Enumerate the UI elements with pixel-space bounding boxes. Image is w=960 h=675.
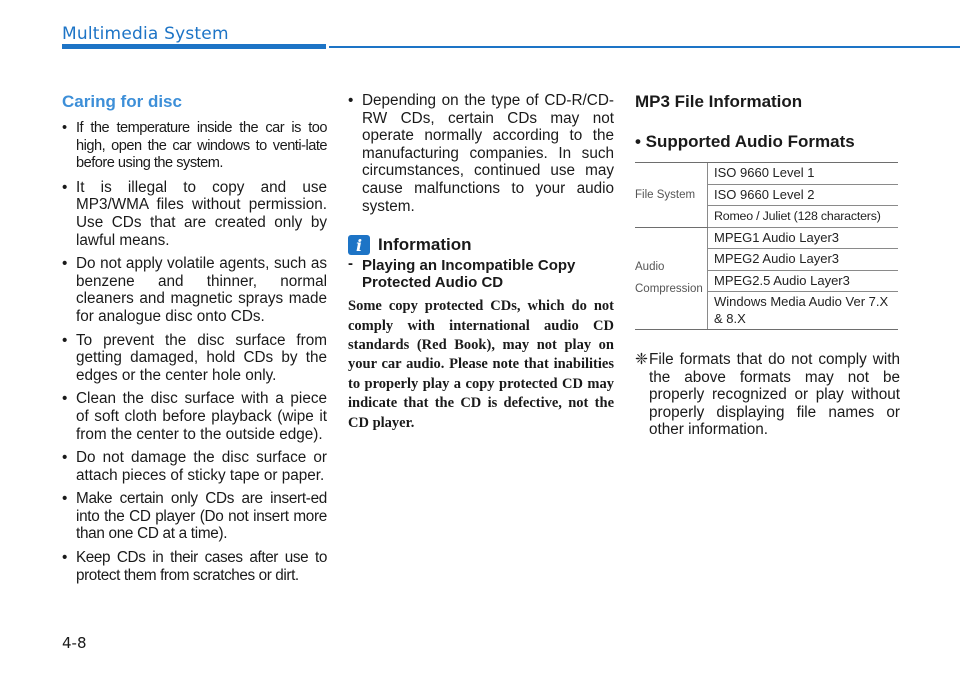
list-item: • Keep CDs in their cases after use to protect them from scratches or dirt. xyxy=(62,549,327,584)
list-item: • Make certain only CDs are insert-ed into the CD player (Do not insert more than one CD at a time). xyxy=(62,490,327,543)
info-icon: i xyxy=(348,235,370,255)
table-cell: ISO 9660 Level 1 xyxy=(708,163,899,185)
list-item: • It is illegal to copy and use MP3/WMA files without permission. Use CDs that are created only by lawful means. xyxy=(62,179,327,249)
list-item: • Do not apply volatile agents, such as benzene and thinner, normal cleaners and magnetic sprays made for analogue disc onto CDs. xyxy=(62,255,327,325)
formats-note xyxy=(635,351,900,439)
audio-compression-label-1: Audio xyxy=(635,261,665,274)
table-cell: Windows Media Audio Ver 7.X & 8.X xyxy=(708,292,899,330)
list-item: • If the temperature inside the car is too high, open the car windows to venti-late before using the system. xyxy=(62,120,327,173)
caring-list xyxy=(62,120,327,584)
table-cell: MPEG2.5 Audio Layer3 xyxy=(708,270,899,292)
information-subtitle xyxy=(348,255,614,291)
note-mark-icon: ❈ xyxy=(635,351,648,368)
table-row xyxy=(635,163,898,185)
header-rule-thin xyxy=(329,46,960,48)
audio-compression-category xyxy=(635,227,708,330)
table-cell: MPEG2 Audio Layer3 xyxy=(708,249,899,271)
information-label: Information xyxy=(378,235,472,255)
list-item: • Depending on the type of CD-R/CD-RW CDs, certain CDs may not operate normally according to the manufacturing companies. In such circumstances, continued use may cause malfunctions to your audio system. xyxy=(348,92,614,215)
information-body: Some copy protected CDs, which do not comply with international audio CD standards (Red Book), may not play on your car audio. Please note that inabilities to properly play a copy protected CD may indicate that the CD is defective, not the CD player. xyxy=(348,298,614,431)
list-item: • Clean the disc surface with a piece of soft cloth before playback (wipe it from the center to the outside edge). xyxy=(62,390,327,443)
list-item: • Do not damage the disc surface or attach pieces of sticky tape or paper. xyxy=(62,449,327,484)
list-item: • To prevent the disc surface from getting damaged, hold CDs by the edges or the center hole only. xyxy=(62,332,327,385)
file-system-category: File System xyxy=(635,163,708,228)
caring-title: Caring for disc xyxy=(62,92,182,111)
table-cell: Romeo / Juliet (128 characters) xyxy=(708,206,899,228)
table-cell: MPEG1 Audio Layer3 xyxy=(708,227,899,249)
header-rule-thick xyxy=(62,44,326,49)
table-cell: ISO 9660 Level 2 xyxy=(708,184,899,206)
supported-formats-title: • Supported Audio Formats xyxy=(635,132,855,151)
formats-note-text: File formats that do not comply with the above formats may not be properly recognized or play without properly displaying file names or other information. xyxy=(649,351,900,439)
section-header-title: Multimedia System xyxy=(62,24,229,44)
information-subtitle-text: Playing an Incompatible Copy Protected Audio CD xyxy=(362,257,576,291)
formats-table xyxy=(635,162,898,330)
information-header xyxy=(348,235,614,255)
info-column xyxy=(348,92,614,433)
caring-list-continued xyxy=(348,92,614,215)
page-number: 4-8 xyxy=(62,634,87,652)
table-row xyxy=(635,227,898,249)
mp3-column xyxy=(635,92,900,439)
caring-column xyxy=(62,92,327,590)
mp3-title: MP3 File Information xyxy=(635,92,803,111)
dash-marker: - xyxy=(348,255,353,273)
audio-compression-label-2: Compression xyxy=(635,283,703,296)
